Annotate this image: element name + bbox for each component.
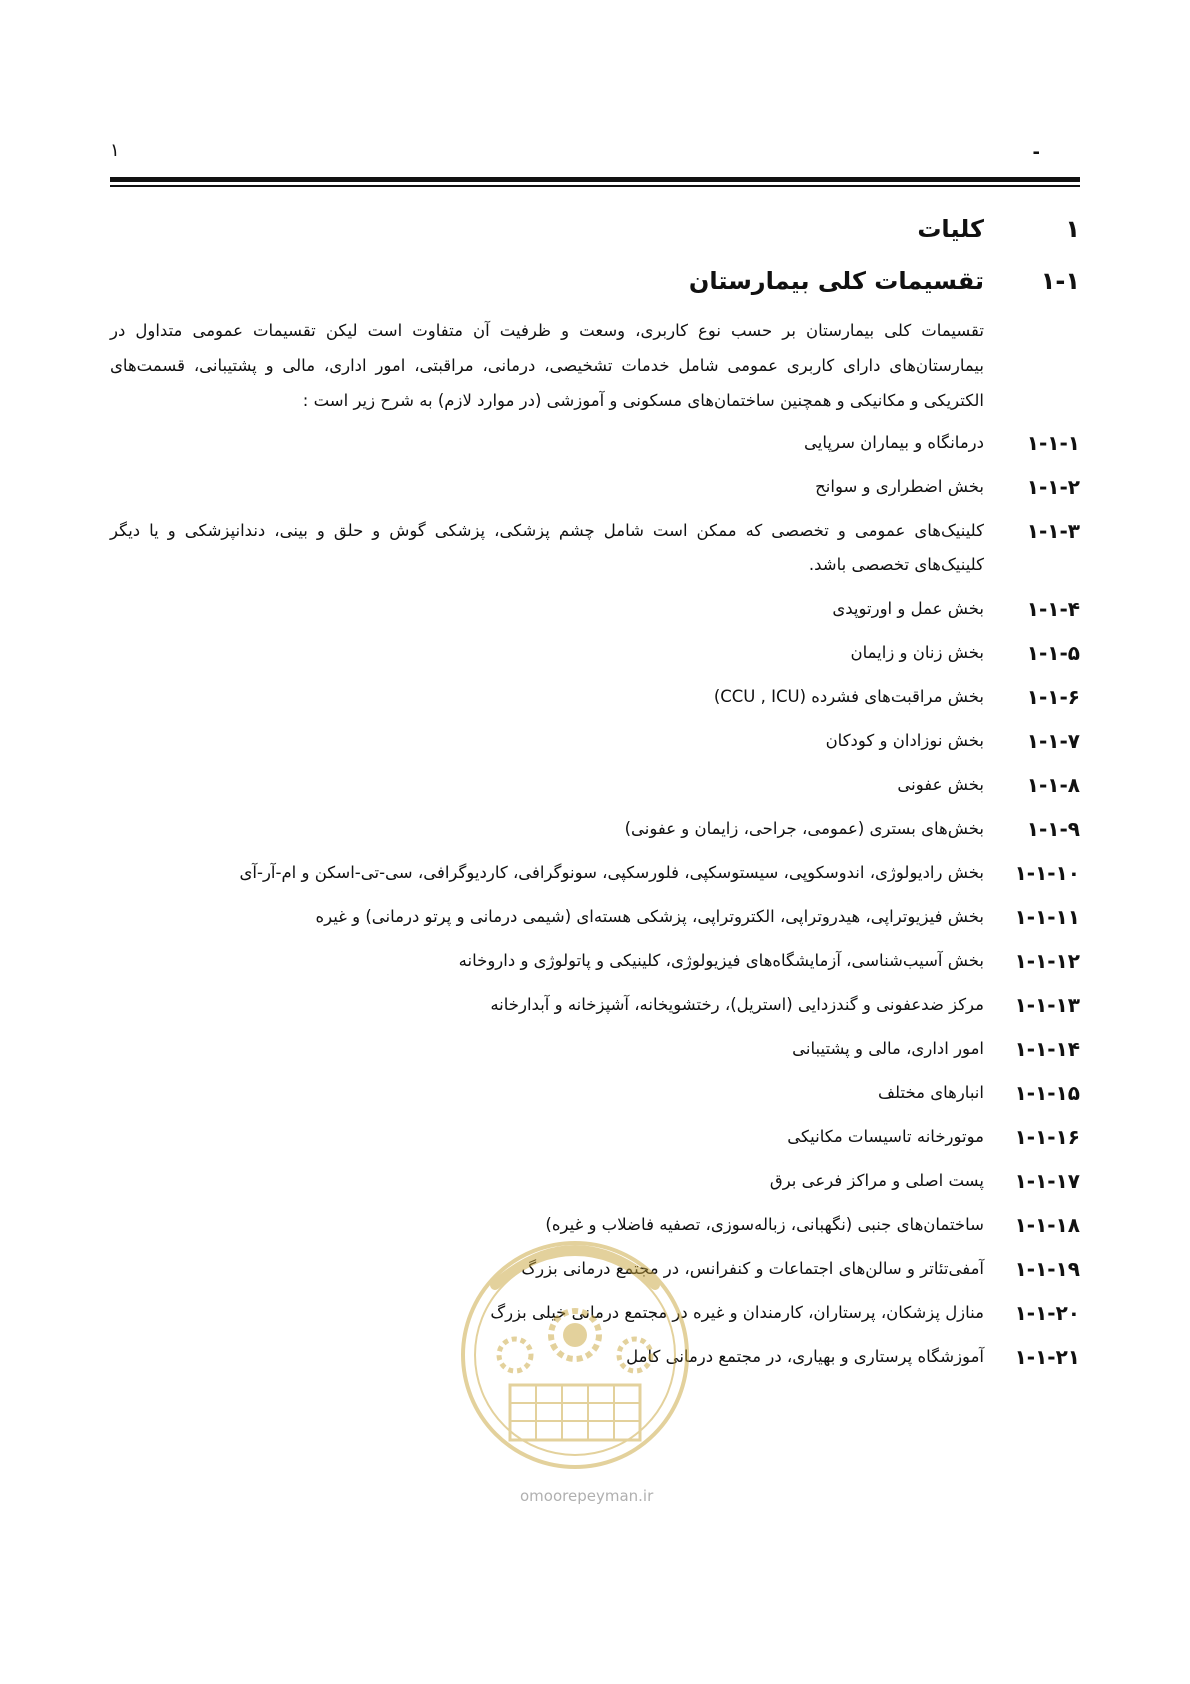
list-item: [110, 1120, 1080, 1154]
list-item: [110, 470, 1080, 504]
list-item-number: ۱-۱-۱۴: [1014, 1037, 1080, 1061]
list-item-text: درمانگاه و بیماران سرپایی: [804, 433, 984, 452]
list-item: [110, 1164, 1080, 1198]
header-rule-thin: [110, 185, 1080, 187]
list-item-number: ۱-۱-۷: [1026, 729, 1080, 753]
list-item: [110, 592, 1080, 626]
list-item: [110, 1032, 1080, 1066]
list-item-text: موتورخانه تاسیسات مکانیکی: [787, 1127, 984, 1146]
list-item-number: ۱-۱-۱: [1026, 431, 1080, 455]
list-item-text: کلینیک‌های عمومی و تخصصی که ممکن است شامل چشم پزشکی، پزشکی گوش و حلق و بینی، دندانپزشکی و یا دیگر کلینیک‌های تخصصی باشد.: [110, 521, 984, 574]
list-item-text: بخش آسیب‌شناسی، آزمایشگاه‌های فیزیولوژی، کلینیکی و پاتولوژی و داروخانه: [458, 951, 984, 970]
intro-paragraph: تقسیمات کلی بیمارستان بر حسب نوع کاربری، وسعت و ظرفیت آن متفاوت است لیکن تقسیمات عمومی متداول در بیمارستان‌های دارای کاربری عمومی شامل خدمات تشخیصی، درمانی، مراقبتی، امور اداری، مالی و پشتیبانی، قسمت‌های الکتریکی و مکانیکی و همچنین ساختمان‌های مسکونی و آموزشی (در موارد لازم) به شرح زیر است :: [110, 321, 984, 410]
list-item: [110, 724, 1080, 758]
list-item-number: ۱-۱-۱۳: [1014, 993, 1080, 1017]
list-item-text: انبارهای مختلف: [877, 1083, 984, 1102]
list-item-text: بخش‌های بستری (عمومی، جراحی، زایمان و عفونی): [624, 819, 984, 838]
list-item-text: ساختمان‌های جنبی (نگهبانی، زباله‌سوزی، تصفیه فاضلاب و غیره): [545, 1215, 984, 1234]
list-item: [110, 1076, 1080, 1110]
list-item: [110, 944, 1080, 978]
list-item: [110, 768, 1080, 802]
list-item-number: ۱-۱-۱۱: [1014, 905, 1080, 929]
list-item-text: بخش مراقبت‌های فشرده (CCU , ICU): [713, 687, 984, 706]
list-item-text: بخش رادیولوژی، اندوسکوپی، سیستوسکپی، فلورسکپی، سونوگرافی، کاردیوگرافی، سی-تی-اسکن و ام-آر-آی: [239, 863, 984, 882]
list-item-number: ۱-۱-۲۱: [1014, 1345, 1080, 1369]
list-item: [110, 900, 1080, 934]
list-item-number: ۱-۱-۱۸: [1014, 1213, 1080, 1237]
section-heading: [110, 215, 1080, 255]
list-item-number: ۱-۱-۲: [1026, 475, 1080, 499]
list-item-number: ۱-۱-۳: [1026, 519, 1080, 543]
list-item-text: مرکز ضدعفونی و گندزدایی (استریل)، رختشویخانه، آشپزخانه و آبدارخانه: [490, 995, 984, 1014]
list-item-number: ۱-۱-۲۰: [1014, 1301, 1080, 1325]
list-item-number: ۱-۱-۱۹: [1014, 1257, 1080, 1281]
list-item-text: آموزشگاه پرستاری و بهیاری، در مجتمع درمانی کامل: [626, 1347, 984, 1366]
watermark-url: omoorepeyman.ir: [520, 1487, 654, 1505]
list-item: [110, 988, 1080, 1022]
list-item-number: ۱-۱-۱۶: [1014, 1125, 1080, 1149]
list-item: [110, 426, 1080, 460]
header-rule-thick: [110, 177, 1080, 182]
subsection-number: ۱-۱: [1040, 267, 1080, 295]
page-number: ۱: [110, 140, 120, 161]
list-item: [110, 812, 1080, 846]
list-item-text: بخش اضطراری و سوانح: [815, 477, 984, 496]
header-marker: -: [1032, 142, 1040, 163]
list-item-text: بخش نوزادان و کودکان: [825, 731, 984, 750]
list-item-number: ۱-۱-۱۵: [1014, 1081, 1080, 1105]
list-item-number: ۱-۱-۱۲: [1014, 949, 1080, 973]
subsection-title: تقسیمات کلی بیمارستان: [688, 267, 984, 295]
list-item-number: ۱-۱-۱۰: [1014, 861, 1080, 885]
watermark-seal: [455, 1225, 695, 1485]
subsection-heading: [110, 267, 1080, 307]
list-item-number: ۱-۱-۶: [1026, 685, 1080, 709]
list-item-text: پست اصلی و مراکز فرعی برق: [769, 1171, 984, 1190]
list-item: [110, 856, 1080, 890]
list-item: [110, 636, 1080, 670]
section-number: ۱: [1065, 215, 1080, 243]
list-item-number: ۱-۱-۴: [1026, 597, 1080, 621]
list-item-text: بخش زنان و زایمان: [850, 643, 984, 662]
list-item-number: ۱-۱-۹: [1026, 817, 1080, 841]
list-item-text: بخش عفونی: [897, 775, 984, 794]
document-body: [110, 215, 1080, 1384]
list-item: [110, 514, 1080, 582]
list-item-text: آمفی‌تئاتر و سالن‌های اجتماعات و کنفرانس، در مجتمع درمانی بزرگ: [521, 1259, 984, 1278]
section-title: کلیات: [917, 215, 984, 243]
list-item-text: منازل پزشکان، پرستاران، کارمندان و غیره در مجتمع درمانی خیلی بزرگ: [490, 1303, 984, 1322]
list-item-number: ۱-۱-۵: [1026, 641, 1080, 665]
page-header: [110, 140, 1080, 170]
list-item-text: امور اداری، مالی و پشتیبانی: [792, 1039, 984, 1058]
list-item-number: ۱-۱-۱۷: [1014, 1169, 1080, 1193]
list-item: [110, 680, 1080, 714]
list-item-text: بخش فیزیوتراپی، هیدروتراپی، الکتروتراپی، پزشکی هسته‌ای (شیمی درمانی و پرتو درمانی) و غیره: [315, 907, 984, 926]
list-item-number: ۱-۱-۸: [1026, 773, 1080, 797]
list-item-text: بخش عمل و اورتوپدی: [832, 599, 984, 618]
